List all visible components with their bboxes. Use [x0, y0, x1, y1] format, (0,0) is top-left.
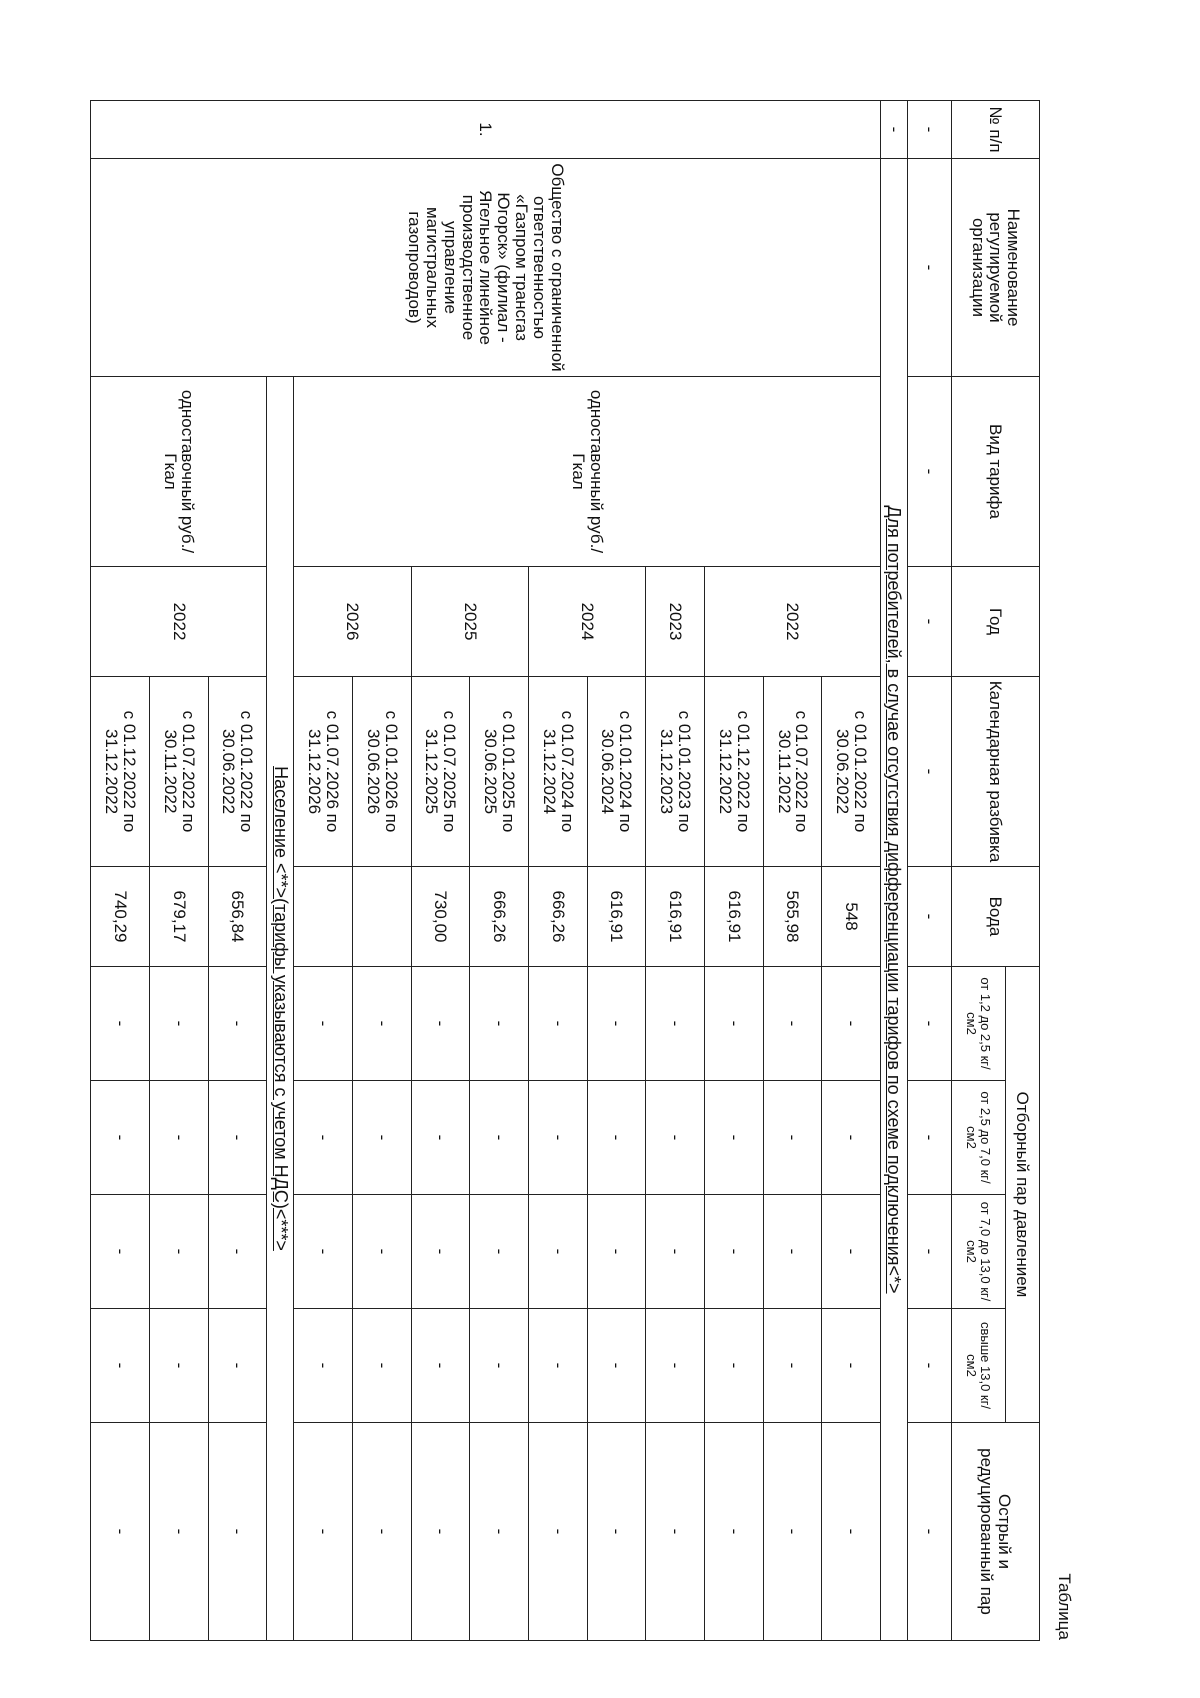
cell-dash: - [352, 1423, 411, 1641]
calendar-period: с 01.01.2025 по 30.06.2025 [470, 677, 529, 867]
cell-dash: - [528, 1081, 587, 1195]
cell-dash: - [411, 1195, 470, 1309]
cell-dash: - [907, 677, 951, 867]
cell-dash: - [705, 1195, 764, 1309]
calendar-period: с 01.12.2022 по 31.12.2022 [705, 677, 764, 867]
cell-dash: - [705, 1309, 764, 1423]
header-steam-1: от 1,2 до 2,5 кг/см2 [951, 967, 1005, 1081]
section-population [267, 377, 294, 1641]
cell-dash: - [705, 967, 764, 1081]
cell-dash: - [208, 1309, 267, 1423]
header-steam-group: Отборный пар давлением [1005, 967, 1039, 1423]
cell-dash: - [149, 1195, 208, 1309]
calendar-period: с 01.01.2024 по 30.06.2024 [587, 677, 646, 867]
calendar-period: с 01.01.2026 по 30.06.2026 [352, 677, 411, 867]
year-2022: 2022 [705, 567, 881, 677]
header-org-name: Наименование регулируемой организации [951, 159, 1039, 377]
calendar-period: с 01.07.2025 по 31.12.2025 [411, 677, 470, 867]
cell-dash: - [587, 967, 646, 1081]
header-year: Год [951, 567, 1039, 677]
calendar-period: с 01.07.2022 по 30.11.2022 [149, 677, 208, 867]
cell-dash: - [352, 1081, 411, 1195]
water-value: 679,17 [149, 867, 208, 967]
cell-dash: - [411, 1423, 470, 1641]
cell-dash: - [763, 967, 822, 1081]
tariff-table [90, 100, 1040, 1641]
cell-dash: - [208, 967, 267, 1081]
water-value: 666,26 [528, 867, 587, 967]
calendar-period: с 01.01.2022 по 30.06.2022 [822, 677, 881, 867]
header-num: № п/п [951, 101, 1039, 159]
header-steam-3: от 7,0 до 13,0 кг/см2 [951, 1195, 1005, 1309]
cell-dash: - [411, 967, 470, 1081]
cell-dash: - [907, 1309, 951, 1423]
water-value: 730,00 [411, 867, 470, 967]
cell-dash: - [91, 1309, 150, 1423]
cell-dash: - [907, 377, 951, 567]
cell-dash: - [907, 159, 951, 377]
cell-dash: - [646, 1081, 705, 1195]
cell-dash: - [822, 967, 881, 1081]
header-steam-4: свыше 13,0 кг/см2 [951, 1309, 1005, 1423]
cell-dash: - [646, 1309, 705, 1423]
table-caption: Таблица [1055, 1573, 1074, 1640]
tariff-type-population: одноставочный руб./Гкал [91, 377, 267, 567]
water-value [352, 867, 411, 967]
cell-dash: - [763, 1423, 822, 1641]
calendar-period: с 01.07.2024 по 31.12.2024 [528, 677, 587, 867]
water-value: 565,98 [763, 867, 822, 967]
cell-dash: - [411, 1081, 470, 1195]
cell-dash: - [91, 1423, 150, 1641]
calendar-period: с 01.01.2022 по 30.06.2022 [208, 677, 267, 867]
population-year: 2022 [91, 567, 267, 677]
cell-dash: - [646, 1195, 705, 1309]
table-row [822, 101, 881, 1641]
cell-dash: - [587, 1423, 646, 1641]
cell-dash: - [411, 1309, 470, 1423]
cell-dash: - [470, 1423, 529, 1641]
cell-dash: - [763, 1195, 822, 1309]
cell-dash: - [907, 1195, 951, 1309]
header-tariff-type: Вид тарифа [951, 377, 1039, 567]
water-value: 548 [822, 867, 881, 967]
cell-dash: - [528, 1423, 587, 1641]
cell-dash: - [91, 967, 150, 1081]
cell-dash: - [587, 1309, 646, 1423]
cell-dash: - [91, 1195, 150, 1309]
cell-dash: - [149, 967, 208, 1081]
water-value: 616,91 [646, 867, 705, 967]
header-steam-2: от 2,5 до 7,0 кг/см2 [951, 1081, 1005, 1195]
year-2024: 2024 [528, 567, 645, 677]
cell-dash: - [907, 867, 951, 967]
cell-dash: - [149, 1081, 208, 1195]
cell-dash: - [705, 1081, 764, 1195]
dash-row [907, 101, 951, 1641]
cell-dash: - [822, 1195, 881, 1309]
water-value [294, 867, 353, 967]
cell-dash: - [294, 1081, 353, 1195]
cell-dash: - [587, 1081, 646, 1195]
cell-dash: - [822, 1309, 881, 1423]
calendar-period: с 01.12.2022 по 31.12.2022 [91, 677, 150, 867]
water-value: 656,84 [208, 867, 267, 967]
cell-dash: - [470, 1081, 529, 1195]
section-consumers-row [881, 101, 908, 1641]
cell-dash: - [907, 567, 951, 677]
cell-dash: - [470, 1195, 529, 1309]
cell-dash: - [763, 1081, 822, 1195]
cell-dash: - [822, 1423, 881, 1641]
cell-dash: - [294, 1309, 353, 1423]
cell-dash: - [352, 1309, 411, 1423]
year-2025: 2025 [411, 567, 528, 677]
section-consumers-text: Для потребителей, в случае отсутствия дифференциации тарифов по схеме подключения<*> [884, 505, 905, 1294]
calendar-period: с 01.07.2022 по 30.11.2022 [763, 677, 822, 867]
cell-dash: - [294, 967, 353, 1081]
cell-dash: - [907, 101, 951, 159]
cell-dash: - [470, 967, 529, 1081]
water-value: 616,91 [587, 867, 646, 967]
section-consumers [881, 159, 908, 1641]
cell-dash: - [907, 1423, 951, 1641]
water-value: 666,26 [470, 867, 529, 967]
header-water: Вода [951, 867, 1039, 967]
cell-dash: - [208, 1081, 267, 1195]
calendar-period: с 01.01.2023 по 31.12.2023 [646, 677, 705, 867]
org-name: Общество с ограниченной ответственностью «Газпром трансгаз Югорск» (филиал - Ягельное линейное производственное управление магистральных газопроводов) [91, 159, 881, 377]
cell-dash: - [352, 967, 411, 1081]
rotated-page [90, 100, 1074, 1640]
cell-dash: - [294, 1195, 353, 1309]
cell-dash: - [528, 967, 587, 1081]
year-2026: 2026 [294, 567, 411, 677]
cell-dash: - [149, 1309, 208, 1423]
cell-dash: - [587, 1195, 646, 1309]
water-value: 616,91 [705, 867, 764, 967]
cell-dash: - [149, 1423, 208, 1641]
cell-dash: - [646, 967, 705, 1081]
section-population-text: Население <**>(тарифы указываются с учетом НДС)<***> [270, 766, 291, 1251]
cell-dash: - [907, 1081, 951, 1195]
org-number: 1. [91, 101, 881, 159]
tariff-type-consumers: одноставочный руб./Гкал [294, 377, 881, 567]
cell-dash: - [352, 1195, 411, 1309]
header-row [1005, 101, 1039, 1641]
cell-dash: - [822, 1081, 881, 1195]
header-calendar: Календарная разбивка [951, 677, 1039, 867]
cell-dash: - [208, 1195, 267, 1309]
cell-dash: - [763, 1309, 822, 1423]
cell-dash: - [208, 1423, 267, 1641]
cell-dash: - [646, 1423, 705, 1641]
calendar-period: с 01.07.2026 по 31.12.2026 [294, 677, 353, 867]
year-2023: 2023 [646, 567, 705, 677]
cell-dash: - [470, 1309, 529, 1423]
cell-dash: - [528, 1309, 587, 1423]
cell-dash: - [528, 1195, 587, 1309]
cell-dash: - [881, 101, 908, 159]
cell-dash: - [294, 1423, 353, 1641]
cell-dash: - [907, 967, 951, 1081]
header-sharp-steam: Острый и редуцированный пар [951, 1423, 1039, 1641]
cell-dash: - [705, 1423, 764, 1641]
cell-dash: - [91, 1081, 150, 1195]
water-value: 740,29 [91, 867, 150, 967]
